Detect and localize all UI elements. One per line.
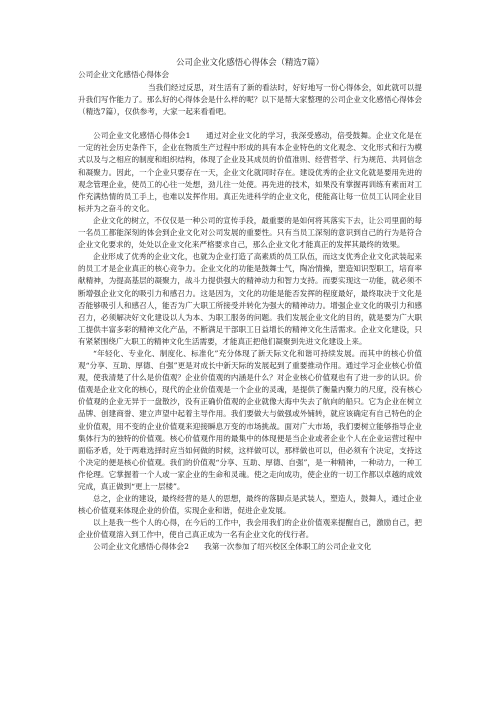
- document-title: 公司企业文化感悟心得体会（精选7篇）: [176, 57, 324, 67]
- body-paragraph-4: “年轻化、专业化、制度化、标准化”充分体现了新天际文化和谐可持续发展。而其中的核心价值观“分享、互助、厚德、自强”更是对成长中新天际的发展起到了重要推动作用。通过学习企业核心价值观，使我清楚了什么是价值观？企业价值观的内涵是什么？对企业核心价值观也有了进一步的认识。价值观是企业文化的核心，现代的企业价值观是一个企业的灵魂，是提供了衡量内聚力的尺度，没有核心价值观的企业无异于一盘散沙，没有正确价值观的企业就像大海中失去了航向的船只。它为企业在树立品牌、创建商誉、建立声望中起着主导作用。我们要做大与做强或外铺转，就应该确定有自己特色的企业价值观，用不变的企业价值观来迎接瞬息万变的市场挑战。面对广大市场，我们要树立能够指导企业集体行为的独特的价值观。核心价值观作用的最集中的体现便是当企业或者企业个人在企业运营过程中面临矛盾，处于两难选择时应当如何做的时候，这样做可以，那样做也可以，但必须有个决定，支持这个决定的便是核心价值观。我们的价值观“分享、互助、厚德、自强”，是一种精神，一种动力，一种工作伦理。它掌握着一个人或一家企业的生命和灵魂。使之走向成功，使企业的一切工作都以卓越的成效完成，真正做到“更上一层楼”。: [78, 348, 422, 491]
- body-paragraph-5: 总之，企业的建设，最终经营的是人的思想，最终的落脚点是武装人，塑造人，鼓舞人，通过企业核心价值观来体现企业的价值，实现企业和谐，促进企业发展。: [78, 494, 422, 516]
- intro-paragraph: 当我们经过反思，对生活有了新的看法时，好好地写一份心得体会，如此就可以提升我们写作能力了。那么好的心得体会是什么样的呢？以下是帮大家整理的公司企业文化感悟心得体会（精选7篇），仅供参考，大家一起来看看吧。: [78, 83, 422, 117]
- body-paragraph-2: 企业文化的树立，不仅仅是一种公司的宣传手段，最重要的是如何将其落实下去，让公司里面的每一名员工都能深刻的体会到企业文化对公司发展的重要性。只有当员工深刻的意识到自己的行为是符合企业文化要求的，处处以企业文化来严格要求自己，那么企业文化才能真正的发挥其最终的效果。: [78, 215, 422, 250]
- document-subtitle: 公司企业文化感悟心得体会: [78, 70, 170, 79]
- body-paragraph-1: 公司企业文化感悟心得体会1 通过对企业文化的学习，我深受感动，倍受鼓舞。企业文化是在一定的社会历史条件下，企业在物质生产过程中形成的具有本企业特色的文化观念、文化形式和行为模式以及与之相应的制度和组织结构，体现了企业及其成员的价值准则、经营哲学、行为规范、共同信念和凝聚力。因此，一个企业只要存在一天，企业文化就同时存在。建设优秀的企业文化就是要用先进的观念管理企业，使员工的心往一处想，劲儿往一处使。再先进的技术，如果没有掌握再训练有素而对工作充满热情的员工手上，也难以发挥作用。真正先进科学的企业文化，使能高让每一位员工认同企业目标并为之奋斗的文化。: [78, 131, 422, 213]
- body-paragraph-3: 企业形成了优秀的企业文化，也就为企业打造了高素质的员工队伍，而这支优秀企业文化武装起来的员工才是企业真正的核心竞争力。企业文化的功能是鼓舞士气，陶冶情操，塑造知识型职工，培育率献精神，为提高基层的凝聚力，战斗力提供强大的精神动力和智力支持。而要实现这一功能，就必须不断增强企业文化的吸引力和感召力。这是因为，文化的功能是能否发挥的程度最好，最终取决于文化是否能够吸引人和感召人，能否为广大职工所接受并转化为强大的精神动力。增强企业文化的吸引力和感召力，必须解决好文化建设以人为本、为职工服务的问题。我们发展企业文化的目的，就是要为广大职工提供丰富多彩的精神文化产品，不断满足干部职工日益增长的精神文化生活需求。企业文化建设，只有紧紧围绕广大职工的精神文化生活需要，才能真正把他们凝聚到先进文化建设上来。: [78, 252, 422, 346]
- spacer: [78, 118, 422, 130]
- body-paragraph-6: 以上是我一些个人的心得，在今后的工作中，我会用我们的企业价值观来提醒自己，激励自己，把企业价值观溶入到工作中，使自己真正成为一名有企业文化的伐行者。: [78, 518, 422, 540]
- body-paragraph-7: 公司企业文化感悟心得体会2 我第一次参加了绍兴校区全体职工的公司企业文化: [93, 542, 372, 552]
